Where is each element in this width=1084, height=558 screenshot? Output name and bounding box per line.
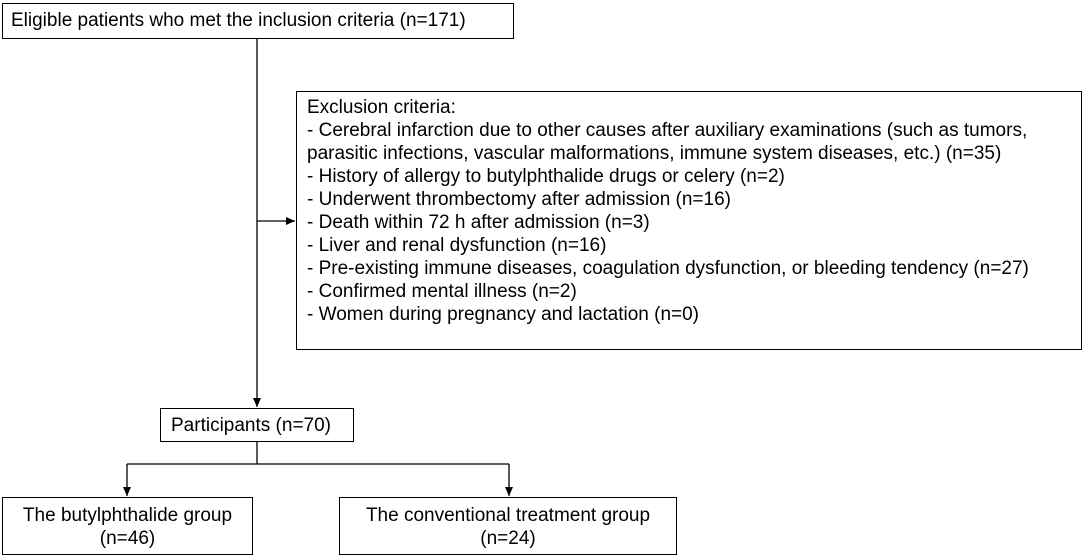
conventional-group-name: The conventional treatment group (365, 505, 651, 526)
exclusion-item: - Confirmed mental illness (n=2) (307, 281, 577, 302)
exclusion-item: - Liver and renal dysfunction (n=16) (307, 235, 607, 256)
exclusion-item: - Women during pregnancy and lactation (n=0) (307, 304, 700, 325)
participants-box (160, 408, 354, 442)
butylphthalide-group-box (2, 497, 253, 555)
exclusion-item: - Death within 72 h after admission (n=3) (307, 212, 650, 233)
exclusion-item: parasitic infections, vascular malformations, immune system diseases, etc.) (n=35) (307, 143, 1002, 164)
exclusion-item: - History of allergy to butylphthalide drugs or celery (n=2) (307, 166, 785, 187)
exclusion-item: - Pre-existing immune diseases, coagulation dysfunction, or bleeding tendency (n=27) (307, 258, 1029, 279)
exclusion-criteria-box (296, 91, 1082, 350)
butylphthalide-group-name: The butylphthalide group (22, 505, 233, 526)
participants-label: Participants (n=70) (171, 415, 331, 436)
conventional-group-box (339, 497, 677, 555)
eligible-patients-box (2, 3, 514, 39)
exclusion-item: - Cerebral infarction due to other causes after auxiliary examinations (such as tumors, (307, 120, 1028, 141)
exclusion-title: Exclusion criteria: (307, 97, 456, 118)
butylphthalide-group-count: (n=46) (99, 528, 156, 549)
eligible-patients-label: Eligible patients who met the inclusion criteria (n=171) (11, 10, 466, 31)
conventional-group-count: (n=24) (480, 528, 536, 549)
exclusion-item: - Underwent thrombectomy after admission (n=16) (307, 189, 731, 210)
